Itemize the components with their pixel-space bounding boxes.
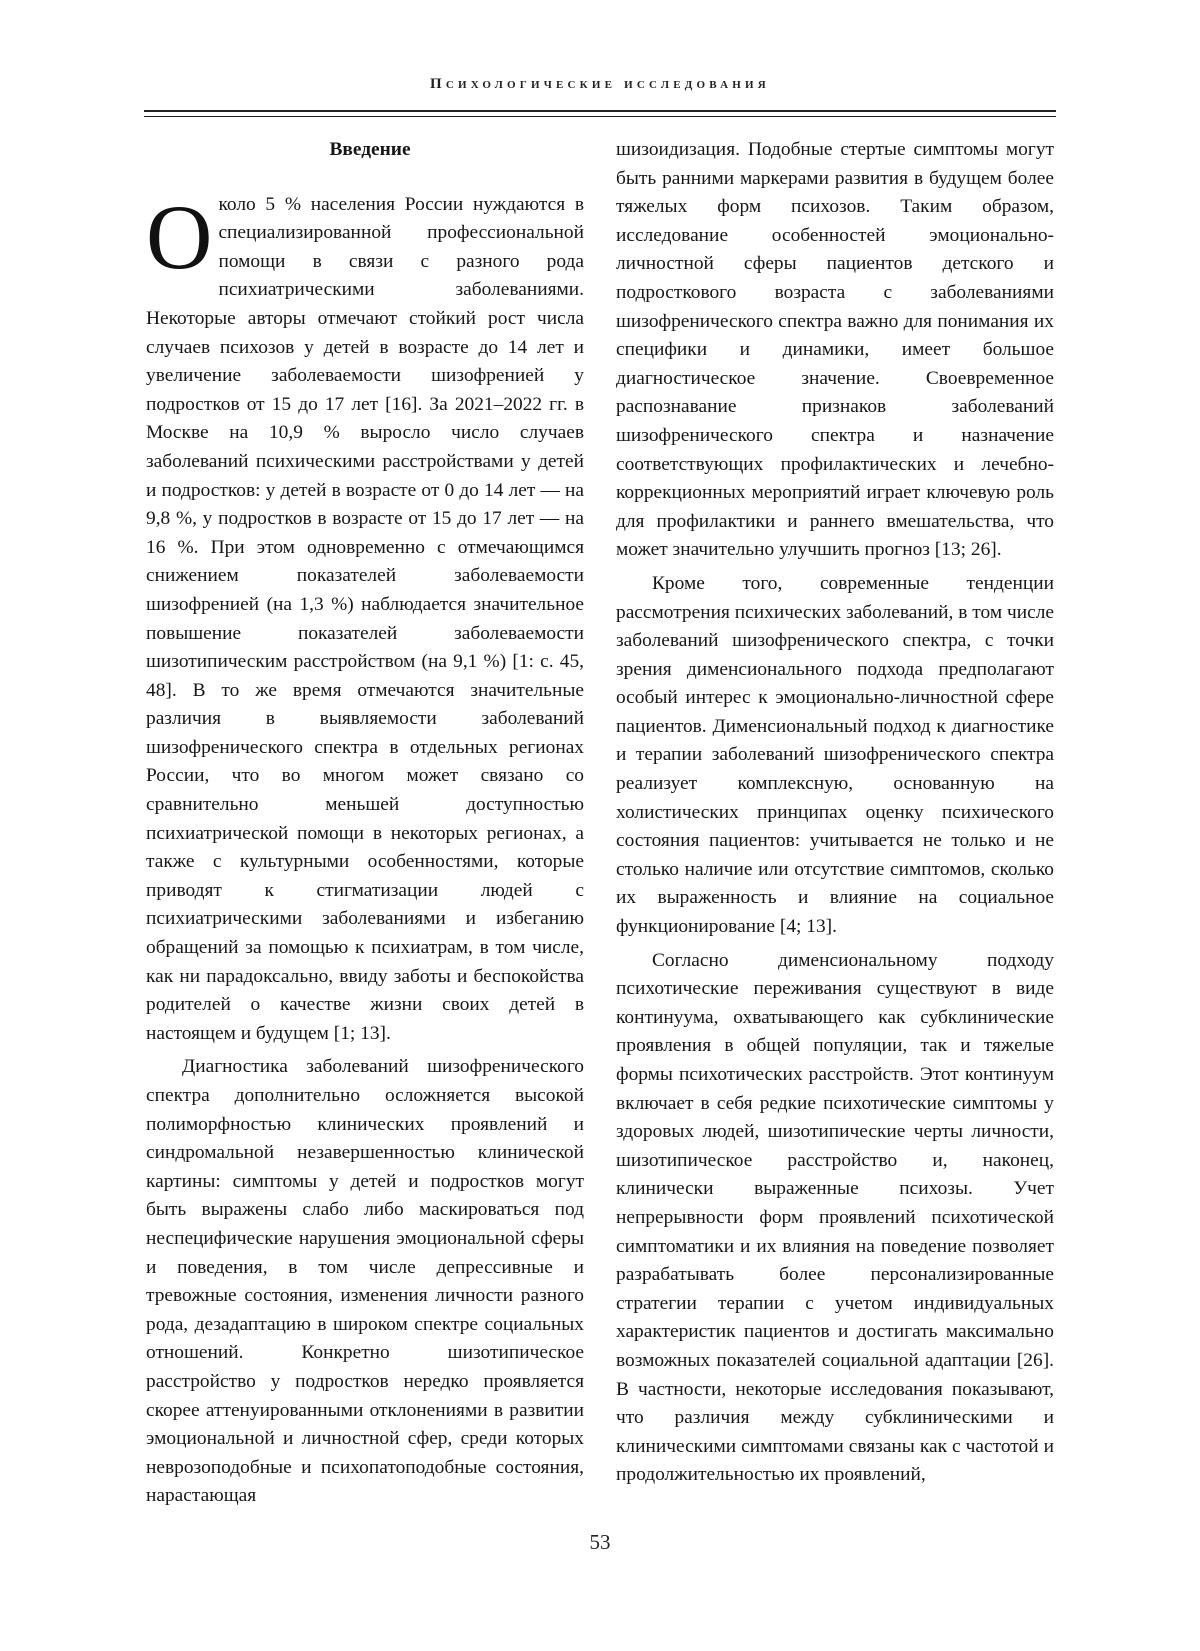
drop-cap: О <box>146 185 213 288</box>
right-column <box>616 136 1054 1490</box>
continuation-paragraph: шизоидизация. Подобные стертые симптомы могут быть ранними маркерами развития в будущем более тяжелых форм психозов. Таким образом, исследование особенностей эмоционально-личностной сферы пациентов детского и подросткового возраста с заболеваниями шизофренического спектра важно для понимания их специфики и динамики, имеет большое диагностическое значение. Своевременное распознавание признаков заболеваний шизофренического спектра и назначение соответствующих профилактических и лечебно-коррекционных мероприятий играет ключевую роль для профилактики и раннего вмешательства, что может значительно улучшить прогноз [13; 26]. <box>616 139 1054 561</box>
continuum-paragraph: Согласно дименсиональному подходу психотические переживания существуют в виде континуума, охватывающего как субклинические проявления в общей популяции, так и тяжелые формы психотических расстройств. Этот континуум включает в себя редкие психотические симптомы у здоровых людей, шизотипические черты личности, шизотипическое расстройство и, наконец, клинически выраженные психозы. Учет непрерывности форм проявлений психотической симптоматики и их влияния на поведение позволяет разрабатывать более персонализированные стратегии терапии с учетом индивидуальных характеристик пациентов и достигать максимально возможных показателей социальной адаптации [26]. В частности, некоторые исследования показывают, что различия между субклиническими и клиническими симптомами связаны как с частотой и продолжительностью их проявлений, <box>616 949 1054 1486</box>
dimensional-approach-paragraph: Кроме того, современные тенденции рассмотрения психических заболеваний, в том числе заболеваний шизофренического спектра, с точки зрения дименсионального подхода предполагают особый интерес к эмоционально-личностной сфере пациентов. Дименсиональный подход к диагностике и терапии заболеваний шизофренического спектра реализует комплексную, основанную на холистических принципах оценку психического состояния пациентов: учитывается не только и не столько наличие или отсутствие симптомов, сколько их выраженность и влияние на социальное функционирование [4; 13]. <box>616 572 1054 938</box>
left-column <box>146 136 584 1511</box>
page-number: 53 <box>589 1530 611 1554</box>
header-rule-thick <box>144 110 1056 112</box>
intro-paragraph <box>146 185 584 1049</box>
diagnostics-paragraph: Диагностика заболеваний шизофренического спектра дополнительно осложняется высокой полиморфностью клинических проявлений и синдромальной незавершенностью клинической картины: симптомы у детей и подростков могут быть выражены слабо либо маскироваться под неспецифические нарушения эмоциональной сферы и поведения, в том числе депрессивные и тревожные состояния, изменения личности разного рода, дезадаптацию в широком спектре социальных отношений. Конкретно шизотипическое расстройство у подростков нередко проявляется скорее аттенуированными отклонениями в развитии эмоциональной и личностной сфер, среди которых неврозоподобные и психопатоподобные состояния, нарастающая <box>146 1056 584 1507</box>
running-title: Психологические исследования <box>430 76 770 92</box>
header-rule-thin <box>144 116 1056 117</box>
section-heading: Введение <box>329 139 411 160</box>
intro-paragraph-text: коло 5 % населения России нуждаются в специализированной профессиональной помощи в связи с разного рода психиатрическими заболеваниями. Некоторые авторы отмечают стойкий рост числа случаев психозов у детей в возрасте до 14 лет и увеличение заболеваемости шизофренией у подростков от 15 до 17 лет [16]. За 2021–2022 гг. в Москве на 10,9 % выросло число случаев заболеваний психическими расстройствами у детей и подростков: у детей в возрасте от 0 до 14 лет — на 9,8 %, у подростков в возрасте от 15 до 17 лет — на 16 %. При этом одновременно с отмечающимся снижением показателей заболеваемости шизофренией (на 1,3 %) наблюдается значительное повышение показателей заболеваемости шизотипическим расстройством (на 9,1 %) [1: с. 45, 48]. В то же время отмечаются значительные различия в выявляемости заболеваний шизофренического спектра в отдельных регионах России, что во многом может связано со сравнительно меньшей доступностью психиатрической помощи в некоторых регионах, а также с культурными особенностями, которые приводят к стигматизации людей с психиатрическими заболеваниями и избеганию обращений за помощью к психиатрам, в том числе, как ни парадоксально, ввиду заботы и беспокойства родителей о качестве жизни своих детей в настоящем и будущем [1; 13]. <box>146 193 584 1044</box>
